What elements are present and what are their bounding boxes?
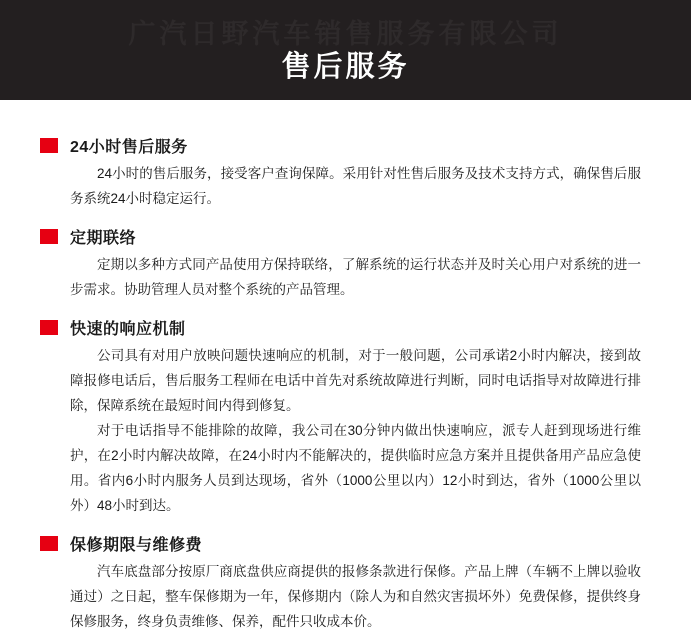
section-regular-contact [40, 225, 651, 302]
banner-watermark-text: 广汽日野汽车销售服务有限公司 [128, 19, 563, 49]
page-title: 售后服务 [281, 51, 410, 83]
section-heading [40, 225, 651, 248]
section-paragraph: 汽车底盘部分按原厂商底盘供应商提供的报修条款进行保修。产品上牌（车辆不上牌以验收通过）之日起，整车保修期为一年，保修期内（除人为和自然灾害损坏外）免费保修，提供终身保修服务，终身负责维修、保养，配件只收成本价。 [70, 564, 641, 629]
section-title: 24小时售后服务 [70, 139, 188, 156]
section-paragraph: 定期以多种方式同产品使用方保持联络，了解系统的运行状态并及时关心用户对系统的进一步需求。协助管理人员对整个系统的产品管理。 [70, 257, 641, 297]
section-warranty-period [40, 532, 651, 634]
red-square-bullet-icon [40, 138, 58, 153]
section-paragraph: 24小时的售后服务，接受客户查询保障。采用针对性售后服务及技术支持方式，确保售后服务系统24小时稳定运行。 [70, 166, 641, 206]
section-title: 定期联络 [70, 230, 137, 247]
section-heading [40, 134, 651, 157]
red-square-bullet-icon [40, 320, 58, 335]
content-body [0, 100, 691, 634]
red-square-bullet-icon [40, 536, 58, 551]
section-paragraph: 公司具有对用户放映问题快速响应的机制，对于一般问题，公司承诺2小时内解决，接到故障报修电话后，售后服务工程师在电话中首先对系统故障进行判断，同时电话指导对故障进行排除，保障系统在最短时间内得到修复。 [70, 348, 641, 413]
red-square-bullet-icon [40, 229, 58, 244]
section-rapid-response [40, 316, 651, 518]
section-title: 快速的响应机制 [70, 321, 186, 338]
section-heading [40, 532, 651, 555]
page-banner [0, 0, 691, 100]
section-title: 保修期限与维修费 [70, 537, 203, 554]
section-heading [40, 316, 651, 339]
section-paragraph: 对于电话指导不能排除的故障，我公司在30分钟内做出快速响应，派专人赶到现场进行维护，在2小时内解决故障，在24小时内不能解决的，提供临时应急方案并且提供备用产品应急使用。省内6小时内服务人员到达现场，省外（1000公里以内）12小时到达，省外（1000公里以外）48小时到达。 [70, 423, 641, 513]
section-24h-service [40, 134, 651, 211]
